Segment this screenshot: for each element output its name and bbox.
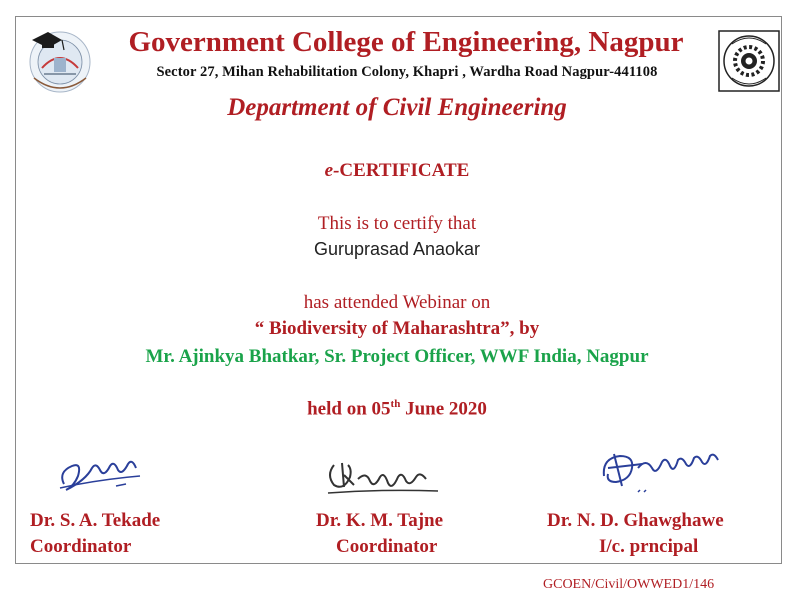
recipient-name: Guruprasad Anaokar — [313, 239, 481, 259]
university-seal-icon — [718, 30, 780, 92]
certificate-title-text: CERTIFICATE — [339, 160, 470, 181]
college-address: Sector 27, Mihan Rehabilitation Colony, Khapri , Wardha Road Nagpur-441108 — [156, 64, 658, 80]
held-date-prefix: held on 05 — [307, 398, 391, 420]
college-name: Government College of Engineering, Nagpur — [128, 26, 684, 58]
signature-tekade — [56, 450, 146, 505]
certificate-title — [0, 160, 794, 182]
signatory-1-role: Coordinator — [30, 536, 132, 557]
signatory-2-name: Dr. K. M. Tajne — [316, 510, 444, 531]
held-date-suffix: June 2020 — [400, 398, 487, 420]
reference-number: GCOEN/Civil/OWWED1/146 — [543, 577, 715, 592]
certify-statement: This is to certify that — [317, 213, 477, 234]
held-date — [0, 398, 794, 420]
webinar-topic: “ Biodiversity of Maharashtra”, by — [254, 318, 540, 339]
signature-ghawghawe — [598, 446, 728, 503]
held-date-sup: th — [390, 398, 401, 410]
speaker-details: Mr. Ajinkya Bhatkar, Sr. Project Officer, WWF India, Nagpur — [145, 346, 649, 367]
college-logo-icon — [18, 18, 102, 98]
department-name: Department of Civil Engineering — [227, 94, 567, 121]
signature-tajne — [322, 455, 442, 508]
certificate-title-prefix: e- — [324, 160, 340, 181]
signatory-3-role: I/c. prncipal — [599, 536, 699, 557]
signatory-3-name: Dr. N. D. Ghawghawe — [547, 510, 724, 531]
signatory-2-role: Coordinator — [336, 536, 438, 557]
attended-statement: has attended Webinar on — [303, 292, 491, 313]
signatory-1-name: Dr. S. A. Tekade — [30, 510, 161, 531]
